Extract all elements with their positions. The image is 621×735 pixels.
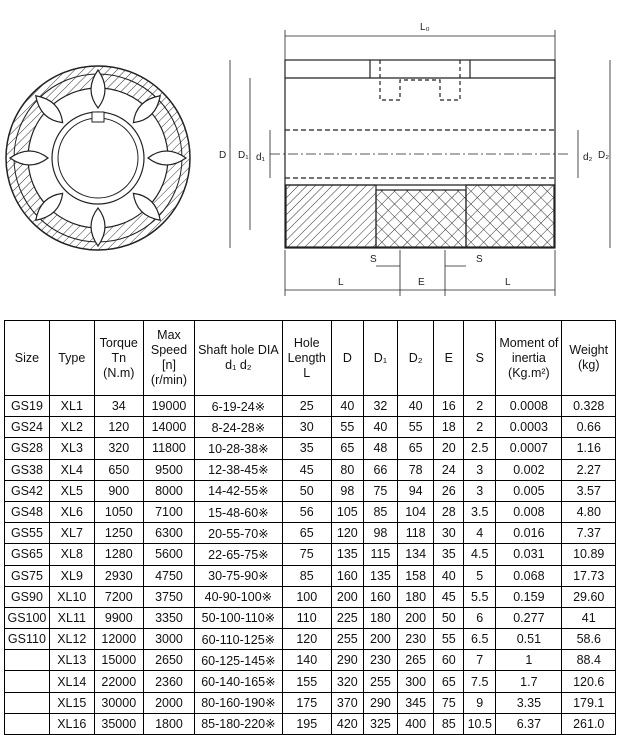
table-cell: 3750 — [143, 586, 194, 607]
table-cell: 30000 — [94, 692, 143, 713]
table-cell: 22000 — [94, 671, 143, 692]
table-cell: 325 — [363, 713, 397, 734]
side-view — [270, 60, 570, 248]
table-cell: 2650 — [143, 650, 194, 671]
table-cell: 26 — [434, 480, 464, 501]
table-cell: 14000 — [143, 417, 194, 438]
table-cell: XL4 — [49, 459, 94, 480]
table-cell: 120.6 — [562, 671, 616, 692]
table-cell: 0.0007 — [496, 438, 562, 459]
table-cell: 35 — [282, 438, 331, 459]
table-cell: 300 — [398, 671, 434, 692]
table-cell: 0.008 — [496, 501, 562, 522]
table-cell: XL10 — [49, 586, 94, 607]
table-cell: 40 — [434, 565, 464, 586]
table-cell: 0.0003 — [496, 417, 562, 438]
table-cell: 60-110-125※ — [195, 629, 283, 650]
table-cell: 98 — [331, 480, 363, 501]
table-cell: 900 — [94, 480, 143, 501]
table-cell: 120 — [282, 629, 331, 650]
table-cell: 94 — [398, 480, 434, 501]
table-cell: 85-180-220※ — [195, 713, 283, 734]
table-cell: 3 — [464, 459, 496, 480]
table-cell: 20 — [434, 438, 464, 459]
table-cell: XL16 — [49, 713, 94, 734]
table-cell: 261.0 — [562, 713, 616, 734]
table-cell: 230 — [398, 629, 434, 650]
table-cell: 7100 — [143, 501, 194, 522]
table-cell: GS19 — [5, 396, 50, 417]
table-cell: 200 — [363, 629, 397, 650]
table-row — [5, 671, 616, 692]
table-cell: 30 — [282, 417, 331, 438]
table-cell: 115 — [363, 544, 397, 565]
table-cell: 10-28-38※ — [195, 438, 283, 459]
table-cell: 7 — [464, 650, 496, 671]
table-cell: 75 — [434, 692, 464, 713]
table-cell: 1250 — [94, 523, 143, 544]
table-cell: 320 — [331, 671, 363, 692]
table-cell: XL5 — [49, 480, 94, 501]
table-cell: XL14 — [49, 671, 94, 692]
table-cell: 155 — [282, 671, 331, 692]
table-cell: 290 — [363, 692, 397, 713]
table-row — [5, 629, 616, 650]
table-cell: 120 — [94, 417, 143, 438]
table-cell: XL11 — [49, 607, 94, 628]
table-cell: 88.4 — [562, 650, 616, 671]
table-cell: XL6 — [49, 501, 94, 522]
table-cell: 0.277 — [496, 607, 562, 628]
table-cell: 65 — [398, 438, 434, 459]
table-cell: 41 — [562, 607, 616, 628]
table-cell: 80 — [331, 459, 363, 480]
table-cell: 160 — [363, 586, 397, 607]
table-cell: 160 — [331, 565, 363, 586]
table-cell: 158 — [398, 565, 434, 586]
label-d1: d₁ — [256, 152, 265, 163]
table-cell: 5600 — [143, 544, 194, 565]
table-cell: 8000 — [143, 480, 194, 501]
table-cell: 15-48-60※ — [195, 501, 283, 522]
column-header: D₂ — [398, 321, 434, 396]
table-cell: 2 — [464, 417, 496, 438]
table-cell: 3000 — [143, 629, 194, 650]
table-cell: 25 — [282, 396, 331, 417]
table-cell: 195 — [282, 713, 331, 734]
table-cell: 120 — [331, 523, 363, 544]
label-d2: d₂ — [583, 152, 593, 163]
table-cell: 105 — [331, 501, 363, 522]
column-header: Torque Tn (N.m) — [94, 321, 143, 396]
table-row — [5, 480, 616, 501]
table-cell: 9900 — [94, 607, 143, 628]
table-cell: 7.5 — [464, 671, 496, 692]
table-cell: GS48 — [5, 501, 50, 522]
table-row — [5, 417, 616, 438]
table-cell: 400 — [398, 713, 434, 734]
table-cell: GS65 — [5, 544, 50, 565]
table-cell: 4.5 — [464, 544, 496, 565]
table-cell: 50 — [282, 480, 331, 501]
table-cell: 28 — [434, 501, 464, 522]
table-cell: 8-24-28※ — [195, 417, 283, 438]
table-cell: 1.16 — [562, 438, 616, 459]
table-cell: 420 — [331, 713, 363, 734]
table-cell: 20-55-70※ — [195, 523, 283, 544]
table-cell: 35 — [434, 544, 464, 565]
table-cell: 65 — [331, 438, 363, 459]
table-cell: 0.159 — [496, 586, 562, 607]
table-cell: 32 — [363, 396, 397, 417]
table-cell: XL3 — [49, 438, 94, 459]
table-cell: GS55 — [5, 523, 50, 544]
table-header-row — [5, 321, 616, 396]
table-cell: 19000 — [143, 396, 194, 417]
table-cell: 3.57 — [562, 480, 616, 501]
table-cell: 2360 — [143, 671, 194, 692]
table-cell: GS90 — [5, 586, 50, 607]
table-cell: 40 — [363, 417, 397, 438]
table-cell: XL8 — [49, 544, 94, 565]
table-cell: 15000 — [94, 650, 143, 671]
table-row — [5, 692, 616, 713]
table-cell: 40 — [331, 396, 363, 417]
table-cell: 290 — [331, 650, 363, 671]
table-cell: XL1 — [49, 396, 94, 417]
table-cell: 3.5 — [464, 501, 496, 522]
table-cell: 4750 — [143, 565, 194, 586]
table-cell: 6-19-24※ — [195, 396, 283, 417]
end-view — [6, 66, 190, 250]
table-cell: 35000 — [94, 713, 143, 734]
table-cell: 45 — [282, 459, 331, 480]
table-cell: 135 — [363, 565, 397, 586]
table-cell: 2930 — [94, 565, 143, 586]
table-cell: XL13 — [49, 650, 94, 671]
table-cell: 9500 — [143, 459, 194, 480]
table-cell: 65 — [282, 523, 331, 544]
table-cell: 0.005 — [496, 480, 562, 501]
table-row — [5, 650, 616, 671]
table-cell: 29.60 — [562, 586, 616, 607]
table-cell: XL9 — [49, 565, 94, 586]
table-cell: 180 — [398, 586, 434, 607]
table-cell: XL2 — [49, 417, 94, 438]
table-cell: 3350 — [143, 607, 194, 628]
table-cell: 65 — [434, 671, 464, 692]
table-cell: GS24 — [5, 417, 50, 438]
table-cell: 60-140-165※ — [195, 671, 283, 692]
table-cell: 1050 — [94, 501, 143, 522]
table-cell: 200 — [331, 586, 363, 607]
table-cell: 225 — [331, 607, 363, 628]
table-cell: GS28 — [5, 438, 50, 459]
table-cell: 0.031 — [496, 544, 562, 565]
table-cell: 1 — [496, 650, 562, 671]
table-cell: 60 — [434, 650, 464, 671]
table-cell: 3 — [464, 480, 496, 501]
table-cell: 16 — [434, 396, 464, 417]
table-cell — [5, 692, 50, 713]
table-cell: 7.37 — [562, 523, 616, 544]
table-cell: 5.5 — [464, 586, 496, 607]
table-cell: 85 — [434, 713, 464, 734]
table-row — [5, 565, 616, 586]
label-D2: D₂ — [598, 150, 610, 161]
table-cell: 255 — [363, 671, 397, 692]
table-cell: 66 — [363, 459, 397, 480]
table-cell: 30 — [434, 523, 464, 544]
table-cell: 255 — [331, 629, 363, 650]
table-cell: 75 — [363, 480, 397, 501]
table-cell: 17.73 — [562, 565, 616, 586]
table-cell: 56 — [282, 501, 331, 522]
table-cell: 0.068 — [496, 565, 562, 586]
table-row — [5, 523, 616, 544]
column-header: Size — [5, 321, 50, 396]
table-cell: 9 — [464, 692, 496, 713]
label-E: E — [418, 277, 425, 288]
table-cell: 48 — [363, 438, 397, 459]
table-cell: 6.37 — [496, 713, 562, 734]
table-cell: 12-38-45※ — [195, 459, 283, 480]
table-cell: 0.016 — [496, 523, 562, 544]
table-cell: 4 — [464, 523, 496, 544]
table-cell: GS75 — [5, 565, 50, 586]
table-cell: 50 — [434, 607, 464, 628]
table-cell: 11800 — [143, 438, 194, 459]
table-cell: 0.51 — [496, 629, 562, 650]
column-header: Type — [49, 321, 94, 396]
table-cell: 2.27 — [562, 459, 616, 480]
table-cell: 1280 — [94, 544, 143, 565]
table-cell: 98 — [363, 523, 397, 544]
table-cell: GS110 — [5, 629, 50, 650]
table-cell: 4.80 — [562, 501, 616, 522]
table-cell: 6 — [464, 607, 496, 628]
table-cell: 7200 — [94, 586, 143, 607]
table-cell: 135 — [331, 544, 363, 565]
table-cell: 370 — [331, 692, 363, 713]
table-cell: 24 — [434, 459, 464, 480]
table-cell: 1800 — [143, 713, 194, 734]
table-cell: 0.0008 — [496, 396, 562, 417]
table-cell — [5, 713, 50, 734]
column-header: D — [331, 321, 363, 396]
table-cell: 30-75-90※ — [195, 565, 283, 586]
table-cell: 6300 — [143, 523, 194, 544]
table-cell: 110 — [282, 607, 331, 628]
table-cell: 55 — [434, 629, 464, 650]
table-cell: 45 — [434, 586, 464, 607]
table-cell: 10.89 — [562, 544, 616, 565]
label-D: D — [219, 150, 227, 161]
table-cell: 0.002 — [496, 459, 562, 480]
specification-table — [4, 320, 616, 735]
label-D1: D₁ — [238, 150, 249, 161]
column-header: Shaft hole DIA d₁ d₂ — [195, 321, 283, 396]
table-cell: 345 — [398, 692, 434, 713]
table-cell: 85 — [282, 565, 331, 586]
table-cell: 650 — [94, 459, 143, 480]
table-cell: 134 — [398, 544, 434, 565]
table-cell: GS38 — [5, 459, 50, 480]
table-cell: 14-42-55※ — [195, 480, 283, 501]
table-cell: 3.35 — [496, 692, 562, 713]
column-header: E — [434, 321, 464, 396]
table-row — [5, 459, 616, 480]
label-S-right: S — [476, 254, 483, 265]
table-row — [5, 544, 616, 565]
column-header: Max Speed [n] (r/min) — [143, 321, 194, 396]
label-L-right: L — [505, 277, 511, 288]
table-cell: GS100 — [5, 607, 50, 628]
table-cell: 140 — [282, 650, 331, 671]
table-cell: 10.5 — [464, 713, 496, 734]
table-cell: 0.66 — [562, 417, 616, 438]
table-cell: 60-125-145※ — [195, 650, 283, 671]
table-row — [5, 501, 616, 522]
table-cell: XL7 — [49, 523, 94, 544]
table-cell: 40 — [398, 396, 434, 417]
label-S-left: S — [370, 254, 377, 265]
table-cell — [5, 671, 50, 692]
label-L0: L₀ — [420, 22, 430, 33]
table-cell: 55 — [331, 417, 363, 438]
table-cell: 180 — [363, 607, 397, 628]
table-cell: 6.5 — [464, 629, 496, 650]
table-cell: 320 — [94, 438, 143, 459]
column-header: S — [464, 321, 496, 396]
table-cell: 75 — [282, 544, 331, 565]
table-cell: GS42 — [5, 480, 50, 501]
column-header: Hole Length L — [282, 321, 331, 396]
table-cell: XL15 — [49, 692, 94, 713]
table-cell: 22-65-75※ — [195, 544, 283, 565]
table-cell: 2 — [464, 396, 496, 417]
table-cell: 12000 — [94, 629, 143, 650]
table-cell: 1.7 — [496, 671, 562, 692]
table-cell: 2.5 — [464, 438, 496, 459]
table-cell: 200 — [398, 607, 434, 628]
table-row — [5, 586, 616, 607]
table-body — [5, 396, 616, 735]
column-header: Moment of inertia (Kg.m²) — [496, 321, 562, 396]
table-row — [5, 713, 616, 734]
table-cell: XL12 — [49, 629, 94, 650]
table-cell: 85 — [363, 501, 397, 522]
table-row — [5, 396, 616, 417]
label-L-left: L — [338, 277, 344, 288]
table-cell: 0.328 — [562, 396, 616, 417]
table-row — [5, 607, 616, 628]
table-cell: 175 — [282, 692, 331, 713]
table-cell: 80-160-190※ — [195, 692, 283, 713]
table-cell: 40-90-100※ — [195, 586, 283, 607]
table-cell: 265 — [398, 650, 434, 671]
table-cell: 179.1 — [562, 692, 616, 713]
table-row — [5, 438, 616, 459]
table-cell: 78 — [398, 459, 434, 480]
table-cell: 118 — [398, 523, 434, 544]
table-cell: 100 — [282, 586, 331, 607]
table-cell: 230 — [363, 650, 397, 671]
table-cell: 104 — [398, 501, 434, 522]
table-cell: 55 — [398, 417, 434, 438]
table-cell: 18 — [434, 417, 464, 438]
column-header: D₁ — [363, 321, 397, 396]
coupling-technical-drawing — [0, 0, 621, 318]
table-cell: 2000 — [143, 692, 194, 713]
column-header: Weight (kg) — [562, 321, 616, 396]
table-cell — [5, 650, 50, 671]
table-cell: 34 — [94, 396, 143, 417]
table-cell: 5 — [464, 565, 496, 586]
table-cell: 58.6 — [562, 629, 616, 650]
table-cell: 50-100-110※ — [195, 607, 283, 628]
